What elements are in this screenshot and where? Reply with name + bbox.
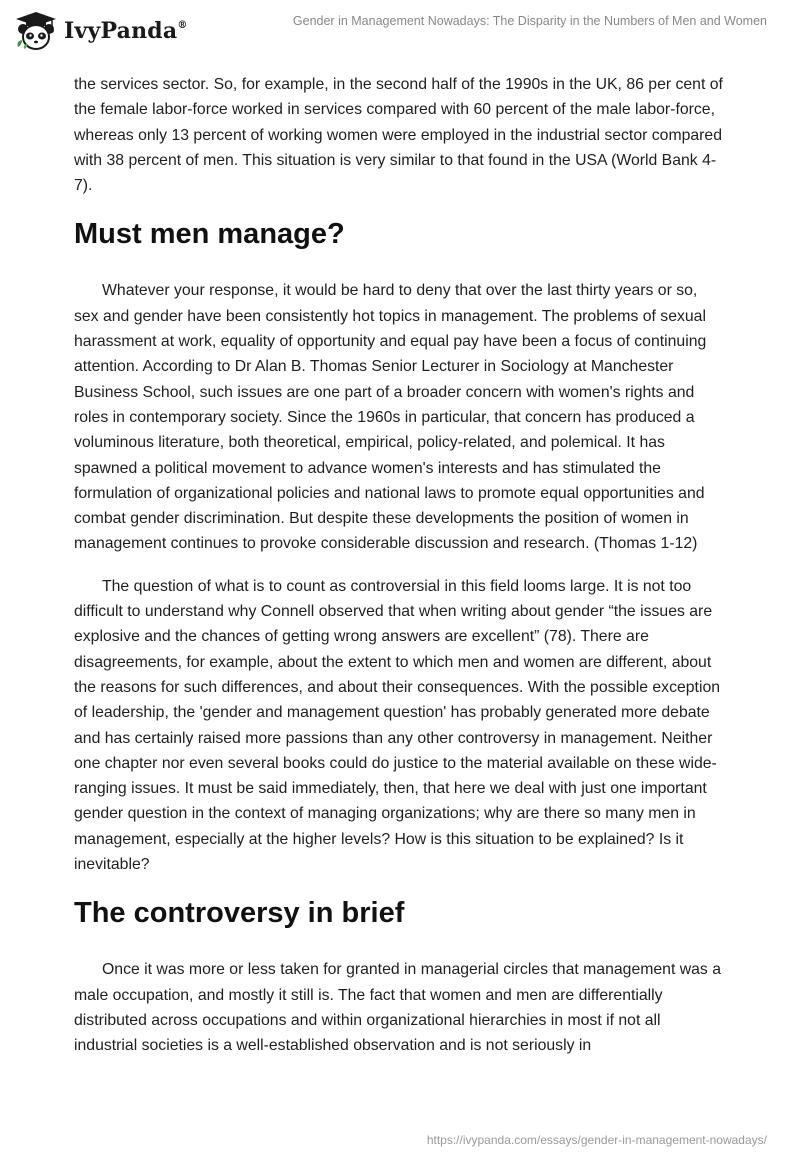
section-heading-must-men-manage: Must men manage? <box>74 218 345 251</box>
source-url[interactable]: https://ivypanda.com/essays/gender-in-management-nowadays/ <box>426 1133 767 1147</box>
document-title: Gender in Management Nowadays: The Disparity in the Numbers of Men and Women <box>292 14 767 28</box>
section-heading-controversy: The controversy in brief <box>74 897 405 930</box>
paragraph-1: Whatever your response, it would be hard to deny that over the last thirty years or so, sex and gender have been consistently hot topics in management. The problems of sexual harassment at work, equality of opportunity and equal pay have been a focus of continuing attention. According to Dr Alan B. Thomas Senior Lecturer in Sociology at Manchester Business School, such issues are one part of a broader concern with women's rights and roles in contemporary society. Since the 1960s in particular, that concern has produced a voluminous literature, both theoretical, empirical, policy-related, and polemical. It has spawned a political movement to advance women's interests and has stimulated the formulation of organizational policies and national laws to promote equal opportunities and combat gender discrimination. But despite these developments the position of women in management continues to provoke considerable discussion and research. (Thomas 1-12) <box>74 282 707 553</box>
paragraph-2: The question of what is to count as controversial in this field looms large. It is not too difficult to understand why Connell observed that when writing about gender “the issues are explosive and the chances of getting wrong answers are excellent” (78). There are disagreements, for example, about the extent to which men and women are different, about the reasons for such differences, and about their consequences. With the possible exception of leadership, the 'gender and management question' has probably generated more debate and has certainly raised more passions than any other controversy in management. Neither one chapter nor even several books could do justice to the material available on these wide-ranging issues. It must be said immediately, then, that here we deal with just one important gender question in the context of managing organizations; why are there so many men in management, especially at the higher levels? How is this situation to be explained? Is it inevitable? <box>74 577 721 874</box>
paragraph-intro: the services sector. So, for example, in the second half of the 1990s in the UK, 86 per cent of the female labor-force worked in services compared with 60 percent of the male labor-force, whereas only 13 percent of working women were employed in the industrial sector compared with 38 percent of men. This situation is very similar to that found in the USA (World Bank 4-7). <box>74 76 723 195</box>
panda-graduate-icon <box>14 11 58 51</box>
ivypanda-logo[interactable] <box>14 10 188 52</box>
paragraph-3: Once it was more or less taken for granted in managerial circles that management was a male occupation, and mostly it still is. The fact that women and men are differentially distributed across occupations and within organizational hierarchies in most if not all industrial societies is a well-established observation and is not seriously in <box>74 961 722 1055</box>
essay-body <box>74 72 726 1076</box>
brand-name: IvyPanda® <box>64 18 188 44</box>
registered-mark: ® <box>177 19 188 31</box>
page-header <box>0 0 800 62</box>
